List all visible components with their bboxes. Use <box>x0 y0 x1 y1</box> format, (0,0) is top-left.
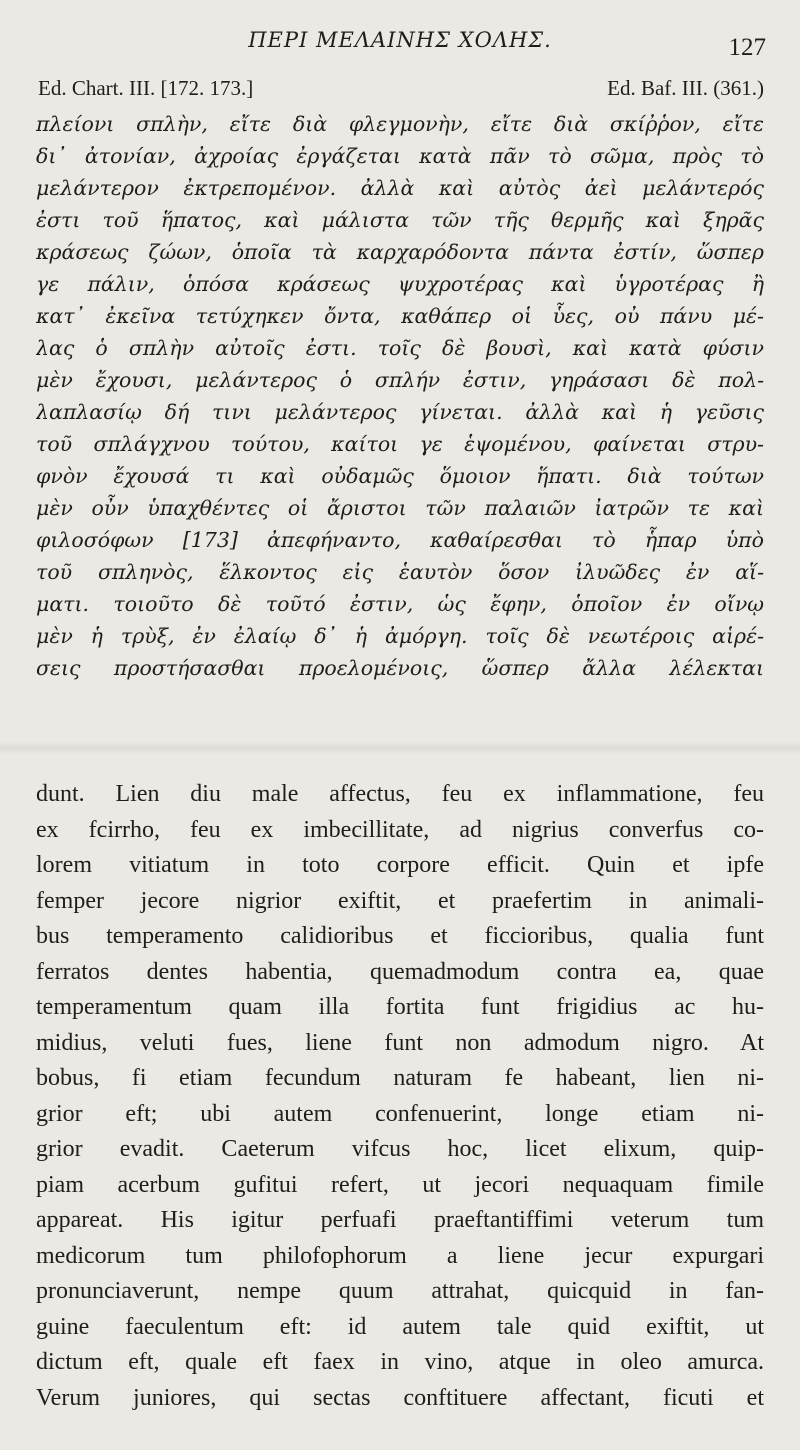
latin-line: piam acerbum gufitui refert, ut jecori nequaquam fimile <box>36 1171 764 1198</box>
greek-line: δι᾽ ἀτονίαν, ἀχροίας ἐργάζεται κατὰ πᾶν τὸ σῶμα, πρὸς τὸ <box>36 144 764 168</box>
greek-line: ματι. τοιοῦτο δὲ τοῦτό ἐστιν, ὡς ἔφην, ὁποῖον ἐν οἴνῳ <box>36 592 764 616</box>
edition-reference-right: Ed. Baf. III. (361.) <box>607 76 764 100</box>
latin-line: appareat. His igitur perfuafi praeftantiffimi veterum tum <box>36 1207 764 1233</box>
latin-line: Verum juniores, qui sectas conftituere affectant, ficuti et <box>36 1384 764 1411</box>
latin-line: dunt. Lien diu male affectus, feu ex inflammatione, feu <box>36 781 764 807</box>
latin-line: pronunciaverunt, nempe quum attrahat, quicquid in fan- <box>36 1278 764 1304</box>
latin-line: ferratos dentes habentia, quemadmodum contra ea, quae <box>36 958 764 985</box>
greek-line: λας ὁ σπλὴν αὐτοῖς ἐστι. τοῖς δὲ βουσὶ, καὶ κατὰ φύσιν <box>36 336 764 360</box>
greek-line: μὲν οὖν ὑπαχθέντες οἱ ἄριστοι τῶν παλαιῶν ἰατρῶν τε καὶ <box>36 496 764 520</box>
latin-text-block <box>36 777 764 1416</box>
page-bleed-through <box>0 742 800 754</box>
latin-line: grior eft; ubi autem confenuerint, longe etiam ni- <box>36 1100 764 1127</box>
edition-reference-left: Ed. Chart. III. [172. 173.] <box>38 76 254 100</box>
latin-line: guine faeculentum eft: id autem tale quid exiftit, ut <box>36 1313 764 1340</box>
latin-line: femper jecore nigrior exiftit, et praefertim in animali- <box>36 887 764 914</box>
greek-line: λαπλασίῳ δή τινι μελάντερος γίνεται. ἀλλὰ καὶ ἡ γεῦσις <box>36 400 764 424</box>
page-number: 127 <box>728 34 766 61</box>
greek-line: μὲν ἔχουσι, μελάντερος ὁ σπλήν ἐστιν, γηράσασι δὲ πολ- <box>36 368 764 392</box>
greek-line: τοῦ σπληνὸς, ἕλκοντος εἰς ἑαυτὸν ὅσον ἰλυῶδες ἐν αἵ- <box>36 560 764 584</box>
latin-line: dictum eft, quale eft faex in vino, atque in oleo amurca. <box>36 1349 764 1375</box>
latin-line: grior evadit. Caeterum vifcus hoc, licet elixum, quip- <box>36 1136 764 1162</box>
latin-line: medicorum tum philofophorum a liene jecur expurgari <box>36 1242 764 1269</box>
latin-line: bus temperamento calidioribus et ficcioribus, qualia funt <box>36 923 764 949</box>
greek-line: ἐστι τοῦ ἥπατος, καὶ μάλιστα τῶν τῆς θερμῆς καὶ ξηρᾶς <box>36 208 764 232</box>
greek-line: κατ᾽ ἐκεῖνα τετύχηκεν ὄντα, καθάπερ οἱ ὗες, οὐ πάνυ μέ- <box>36 304 764 328</box>
running-head: ΠΕΡΙ ΜΕΛΑΙΝΗΣ ΧΟΛΗΣ. <box>248 28 552 52</box>
greek-line: γε πάλιν, ὁπόσα κράσεως ψυχροτέρας καὶ ὑγροτέρας ἢ <box>36 272 764 296</box>
latin-line: temperamentum quam illa fortita funt frigidius ac hu- <box>36 994 764 1020</box>
greek-line: πλείονι σπλὴν, εἴτε διὰ φλεγμονὴν, εἴτε διὰ σκίῤῥον, εἴτε <box>36 112 764 136</box>
greek-line: κράσεως ζώων, ὁποῖα τὰ καρχαρόδοντα πάντα ἐστίν, ὥσπερ <box>36 240 764 264</box>
latin-line: bobus, fi etiam fecundum naturam fe habeant, lien ni- <box>36 1065 764 1091</box>
greek-line: φιλοσόφων [173] ἀπεφήναντο, καθαίρεσθαι τὸ ἧπαρ ὑπὸ <box>36 528 764 552</box>
latin-line: lorem vitiatum in toto corpore efficit. Quin et ipfe <box>36 852 764 878</box>
greek-line: μὲν ἡ τρὺξ, ἐν ἐλαίῳ δ᾽ ἡ ἀμόργη. τοῖς δὲ νεωτέροις αἱρέ- <box>36 624 764 648</box>
greek-line: μελάντερον ἐκτρεπομένον. ἀλλὰ καὶ αὐτὸς ἀεὶ μελάντερός <box>36 176 764 200</box>
latin-line: midius, veluti fues, liene funt non admodum nigro. At <box>36 1029 764 1056</box>
greek-text-block <box>36 108 764 684</box>
edition-reference-line <box>38 76 764 101</box>
latin-line: ex fcirrho, feu ex imbecillitate, ad nigrius converfus co- <box>36 816 764 843</box>
greek-line: φνὸν ἔχουσά τι καὶ οὐδαμῶς ὅμοιον ἥπατι. διὰ τούτων <box>36 464 764 488</box>
greek-line: τοῦ σπλάγχνου τούτου, καίτοι γε ἑψομένου, φαίνεται στρυ- <box>36 432 764 456</box>
greek-line: σεις προστήσασθαι προελομένοις, ὥσπερ ἄλλα λέλεκται <box>36 656 764 680</box>
